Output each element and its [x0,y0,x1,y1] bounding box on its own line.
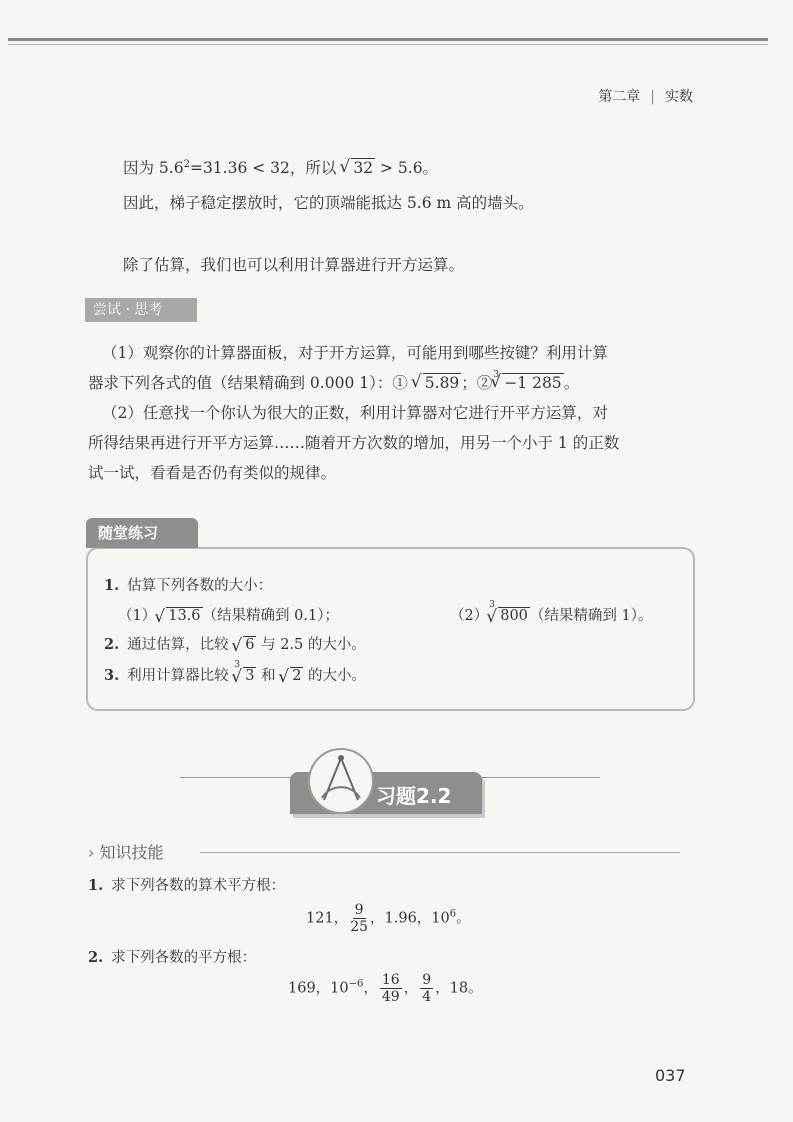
section-rule [200,852,680,853]
q1a-post: （结果精确到 0.1）； [202,608,339,624]
practice-tab: 随堂练习 [86,518,198,548]
fraction-numerator: 16 [381,972,400,988]
para1-sup: 2 [183,159,190,170]
e1-end: 。 [456,910,471,927]
cbrt-800 [488,600,530,624]
para1-mid: =31.36 < 32，所以 [189,159,337,178]
chapter-label: 第二章 [598,89,641,105]
section-title: 知识技能 [99,843,164,862]
q1b-post: （结果精确到 1）。 [529,608,653,624]
fraction-denominator: 49 [381,989,400,1005]
sqrt-13-6-radicand: 13.6 [168,608,201,624]
fraction-9-25 [350,902,368,935]
q1b-pre: （2） [450,608,489,624]
exercise-1-values [306,902,471,935]
para1-tail: > 5.6。 [375,159,439,178]
cbrt-800-index: √ 3 [489,600,495,610]
cbrt-neg-1285 [492,372,563,394]
top-rule-thin [8,44,768,45]
e2-separator-1: ， [363,980,378,997]
exercise-2 [88,946,256,967]
exercise-title: 习题2.2 [376,784,452,808]
sqrt-5-89 [413,372,462,394]
think-1-line-1: （1）观察你的计算器面板，对于开方运算，可能用到哪些按键？利用计算 [102,344,608,362]
q1-text: 估算下列各数的大小： [127,578,273,594]
think-1-line-2 [88,372,579,394]
q3-number: 3. [104,667,120,684]
e2-exponent: −6 [348,978,364,990]
q3-mid: 和 [261,668,276,684]
running-header [598,86,693,106]
e1-text: 求下列各数的算术平方根： [111,878,286,894]
e2-value-169: 169，10 [288,980,349,997]
practice-q3 [104,660,367,685]
exercise-2-values [288,972,483,1005]
think1-text: 器求下列各式的值（结果精确到 0.000 1）：① [88,374,408,392]
sqrt-2 [280,668,303,684]
top-rule [8,38,768,41]
think-2-line-3: 试一试，看看是否仍有类似的规律。 [88,464,337,482]
e2-text: 求下列各数的平方根： [111,950,257,966]
think1-mid: ；② [461,374,493,392]
section-knowledge [88,840,164,863]
fraction-denominator: 4 [422,989,432,1005]
q3-pre: 利用计算器比较 [127,668,229,684]
sqrt-32-radicand: 32 [353,159,374,178]
practice-q2 [104,633,366,654]
think-2-line-1: （2）任意找一个你认为很大的正数，利用计算器对它进行开平方运算，对 [102,404,608,422]
practice-box [86,547,695,711]
think1-tail: 。 [563,374,580,392]
exercise-1 [88,874,285,895]
compass-icon [308,748,374,814]
paragraph-3: 除了估算，我们也可以利用计算器进行开方运算。 [123,256,465,274]
e1-exponent: 6 [449,908,457,920]
cbrt-800-radicand: 800 [500,608,528,624]
sqrt-6-radicand: 6 [245,637,255,653]
cbrt-3 [233,660,256,684]
q3-post: 的大小。 [308,668,367,684]
e1-value-rest: ，1.96，10 [370,910,450,927]
fraction-numerator: 9 [422,972,432,988]
practice-q1a [118,604,339,625]
fraction-16-49 [380,972,402,1005]
paragraph-2: 因此，梯子稳定摆放时，它的顶端能抵达 5.6 m 高的墙头。 [123,194,534,212]
e1-value-121: 121， [306,910,349,927]
q2-pre: 通过估算，比较 [127,637,229,653]
sqrt-32 [341,157,375,179]
cbrt-neg-1285-radicand: −1 285 [504,374,562,392]
sqrt-5-89-radicand: 5.89 [424,374,460,392]
paragraph-1 [123,154,438,179]
cbrt-index: √ 3 [493,370,500,380]
practice-q1 [104,574,272,595]
chapter-title: 实数 [665,89,693,105]
page-number: 037 [655,1066,686,1085]
sqrt-2-radicand: 2 [292,668,302,684]
para1-lead: 因为 5.6 [123,159,184,178]
sqrt-6 [233,637,256,653]
fraction-numerator: 9 [354,902,364,918]
e2-separator-2: ， [403,980,419,997]
practice-q1b [450,600,653,625]
q1a-pre: （1） [118,608,157,624]
fraction-denominator: 25 [350,919,369,935]
q2-number: 2. [104,636,120,653]
e1-number: 1. [88,877,104,894]
chevron-right-icon: › [88,843,95,862]
header-separator: | [650,89,655,105]
think-2-line-2: 所得结果再进行开平方运算……随着开方次数的增加，用另一个小于 1 的正数 [88,434,620,452]
try-think-tag: 尝试 · 思考 [85,298,197,322]
cbrt-3-radicand: 3 [245,668,255,684]
e2-number: 2. [88,949,104,966]
e2-value-rest: ，18。 [435,980,483,997]
fraction-9-4 [420,972,433,1005]
sqrt-13-6 [156,608,202,624]
q2-post: 与 2.5 的大小。 [261,637,366,653]
cbrt-3-index: √ 3 [234,660,240,670]
q1-number: 1. [104,577,120,594]
